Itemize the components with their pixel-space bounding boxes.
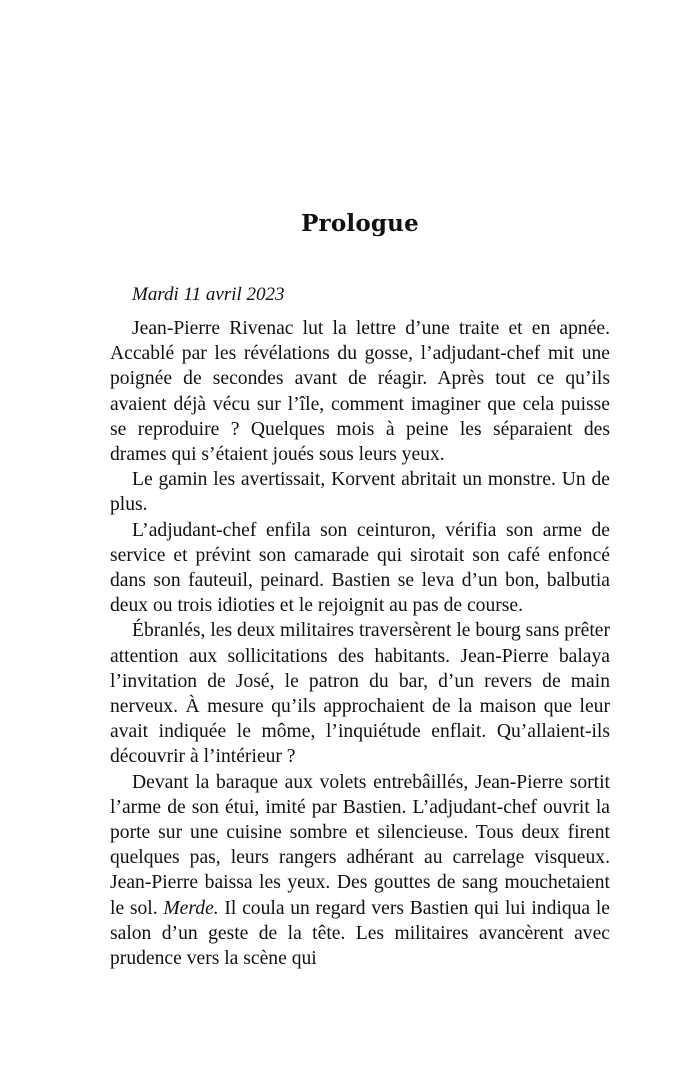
chapter-body (110, 316, 610, 971)
chapter-title: Prologue (301, 210, 419, 237)
paragraph-5-part-2: Il coula un regard vers Bastien qui lui indiqua le salon d’un geste de la tête. Les militaires avancèrent avec prudence vers la scène qui (110, 897, 610, 970)
paragraph-5-emphasis: Merde. (163, 897, 219, 919)
paragraph-1: Jean-Pierre Rivenac lut la lettre d’une traite et en apnée. Accablé par les révélations du gosse, l’adjudant-chef mit une poignée de secondes avant de réagir. Après tout ce qu’ils avaient déjà vécu sur l’île, comment imaginer que cela puisse se reproduire ? Quelques mois à peine les séparaient des drames qui s’étaient joués sous leurs yeux. (110, 318, 610, 466)
paragraph-3: L’adjudant-chef enfila son ceinturon, vérifia son arme de service et prévint son camarade qui sirotait son café enfoncé dans son fauteuil, peinard. Bastien se leva d’un bon, balbutia deux ou trois idioties et le rejoignit au pas de course. (110, 519, 610, 617)
paragraph-4: Ébranlés, les deux militaires traversèrent le bourg sans prêter attention aux sollicitations des habitants. Jean-Pierre balaya l’invitation de José, le patron du bar, d’un revers de main nerveux. À mesure qu’ils approchaient de la maison que leur avait indiquée le môme, l’inquiétude enflait. Qu’allaient-ils découvrir à l’intérieur ? (110, 620, 610, 768)
paragraph-5-part-1: Devant la baraque aux volets entrebâillés, Jean-Pierre sortit l’arme de son étui, imité par Bastien. L’adjudant-chef ouvrit la porte sur une cuisine sombre et silencieuse. Tous deux firent quelques pas, leurs rangers adhérant au carrelage visqueux. Jean-Pierre baissa les yeux. Des gouttes de sang mouchetaient le sol. (110, 771, 610, 919)
paragraph-5 (110, 770, 610, 972)
chapter-dateline: Mardi 11 avril 2023 (132, 284, 285, 305)
book-page (110, 0, 610, 1080)
paragraph-2: Le gamin les avertissait, Korvent abritait un monstre. Un de plus. (110, 469, 610, 516)
